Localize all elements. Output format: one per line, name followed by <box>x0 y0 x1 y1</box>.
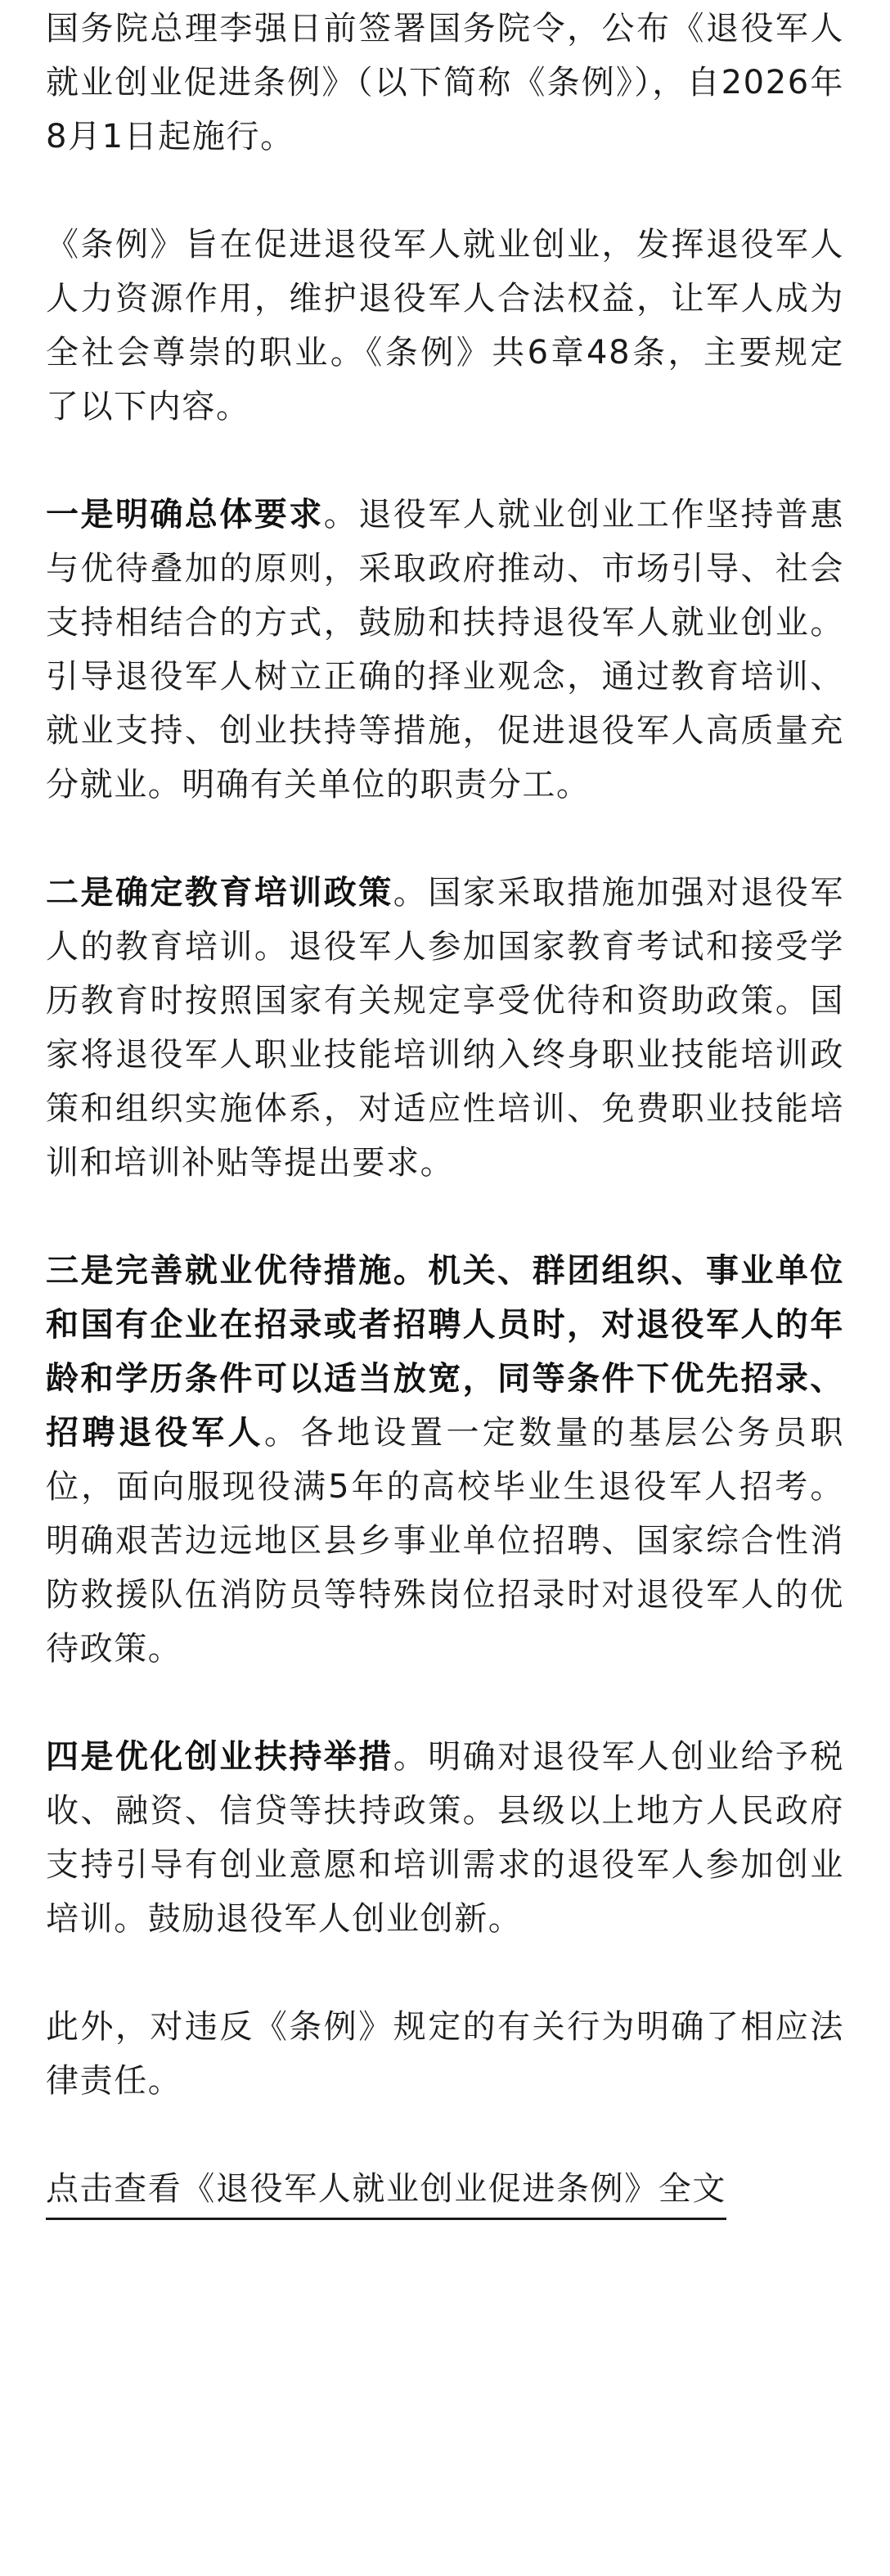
paragraph-entrepreneurship-support <box>46 1730 844 1946</box>
paragraph-lead: 四是优化创业扶持举措 <box>46 1738 393 1776</box>
full-text-link[interactable]: 点击查看《退役军人就业创业促进条例》全文 <box>46 2162 726 2220</box>
paragraph-lead: 一是明确总体要求 <box>46 496 324 534</box>
paragraph-lead: 三是完善就业优待措施。机关、群团组织、事业单位和国有企业在招录或者招聘人员时，对退役军人的年龄和学历条件可以适当放宽，同等条件下优先招录、招聘退役军人 <box>46 1252 844 1452</box>
paragraph-text: 。国家采取措施加强对退役军人的教育培训。退役军人参加国家教育考试和接受学历教育时按照国家有关规定享受优待和资助政策。国家将退役军人职业技能培训纳入终身职业技能培训政策和组织实施体系，对适应性培训、免费职业技能培训和培训补贴等提出要求。 <box>46 874 844 1182</box>
paragraph-text: 。退役军人就业创业工作坚持普惠与优待叠加的原则，采取政府推动、市场引导、社会支持相结合的方式，鼓励和扶持退役军人就业创业。引导退役军人树立正确的择业观念，通过教育培训、就业支持、创业扶持等措施，促进退役军人高质量充分就业。明确有关单位的职责分工。 <box>46 496 844 804</box>
paragraph-employment-preference <box>46 1244 844 1676</box>
paragraph-general-requirements <box>46 488 844 812</box>
paragraph-intro: 国务院总理李强日前签署国务院令，公布《退役军人就业创业促进条例》（以下简称《条例》），自2026年8月1日起施行。 <box>46 10 844 155</box>
paragraph-lead: 二是确定教育培训政策 <box>46 874 393 912</box>
paragraph-legal-liability: 此外，对违反《条例》规定的有关行为明确了相应法律责任。 <box>46 2008 844 2100</box>
paragraph-text: 。各地设置一定数量的基层公务员职位，面向服现役满5年的高校毕业生退役军人招考。明确艰苦边远地区县乡事业单位招聘、国家综合性消防救援队伍消防员等特殊岗位招录时对退役军人的优待政策。 <box>46 1414 844 1668</box>
paragraph-text: 。明确对退役军人创业给予税收、融资、信贷等扶持政策。县级以上地方人民政府支持引导有创业意愿和培训需求的退役军人参加创业培训。鼓励退役军人创业创新。 <box>46 1738 844 1938</box>
paragraph-education-training <box>46 866 844 1190</box>
paragraph-summary: 《条例》旨在促进退役军人就业创业，发挥退役军人人力资源作用，维护退役军人合法权益，让军人成为全社会尊崇的职业。《条例》共6章48条，主要规定了以下内容。 <box>46 226 844 426</box>
